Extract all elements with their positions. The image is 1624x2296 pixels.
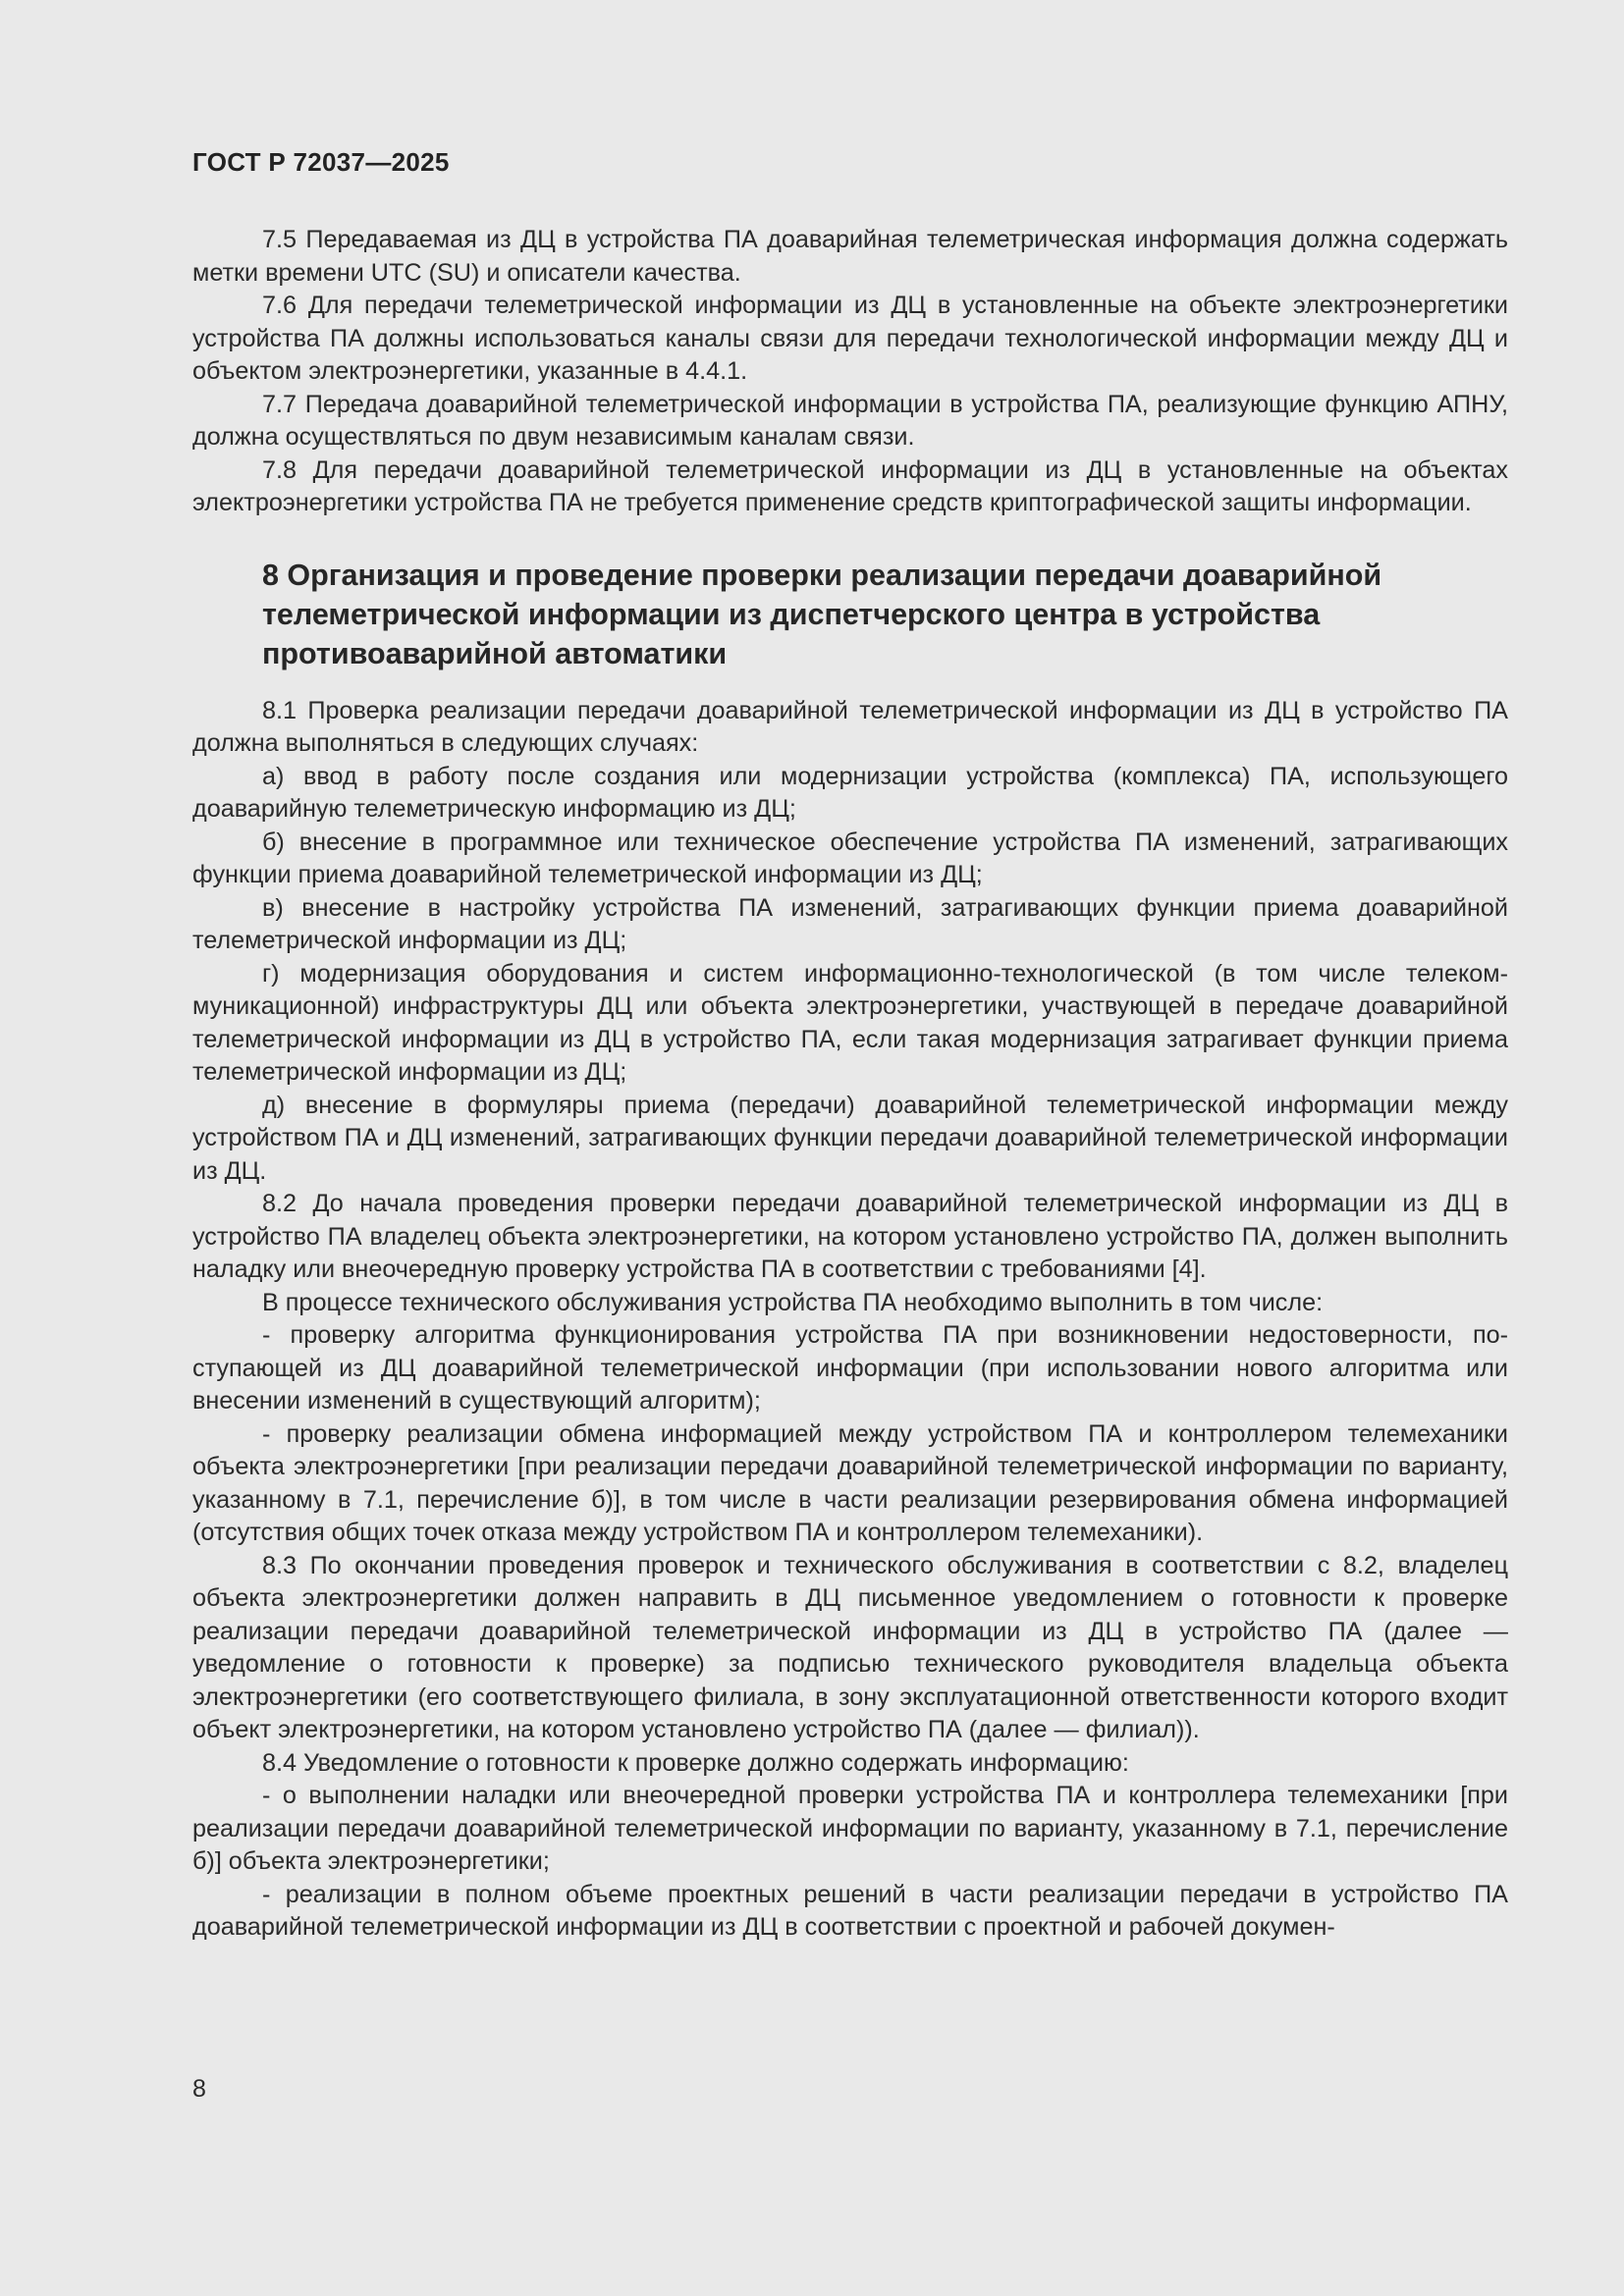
dash-item-algorithm-check: - проверку алгоритма функционирования устройства ПА при возникновении недостоверности, поступающей из ДЦ доаварийной телеметрической информации (при использовании нового алгоритма или внесении изменений в существующий алгоритм); (192, 1321, 1508, 1415)
dash-item-project-info: - реализации в полном объеме проектных решений в части реализации передачи в устройство ПА доаварийной телеметрической информации из ДЦ в соответствии с проектной и рабочей докумен- (192, 1880, 1508, 1941)
list-item-b: б) внесение в программное или техническое обеспечение устройства ПА изменений, затрагивающих функции приема доаварийной телеметрической информации из ДЦ; (192, 828, 1508, 888)
paragraph-maintenance-intro: В процессе технического обслуживания устройства ПА необходимо выполнить в том числе: (262, 1288, 1324, 1316)
paragraph-8-3: 8.3 По окончании проведения проверок и технического обслуживания в соответствии с 8.2, владелец объекта электроэнергетики должен направить в ДЦ письменное уведомлением о готовности к проверке реализации передачи доаварийной телеметрической информации из ДЦ в устройство ПА (далее — уведомление о готовности к проверке) за подписью технического руководителя владельца объекта электроэнергетики (его соответствующего филиала, в зону эксплуатационной ответственности которого входит объект электроэнергетики, на котором установлено устройство ПА (далее — филиал)). (192, 1551, 1508, 1743)
section-8-heading: 8 Организация и проведение проверки реализации передачи доаварийной телеметрической информации из диспетчерского центра в устройства противоаварийной автоматики (262, 558, 1382, 670)
dash-item-exchange-check: - проверку реализации обмена информацией между устройством ПА и контроллером телемеханики объекта электроэнергетики [при реализации передачи доаварийной телеметрической информации по варианту, указанному в 7.1, перечисление б)], в том числе в части реализации резервирования обмена информацией (отсутствия общих точек отказа между устройством ПА и контроллером телемеханики). (192, 1419, 1508, 1546)
list-item-d: д) внесение в формуляры приема (передачи) доаварийной телеметрической информации между устройством ПА и ДЦ изменений, затрагивающих функции передачи доаварийной телеметрической информации из ДЦ. (192, 1091, 1508, 1185)
page-number: 8 (192, 2075, 206, 2103)
document-body (192, 224, 1508, 1945)
document-code-header: ГОСТ Р 72037—2025 (192, 147, 450, 177)
paragraph-7-8: 7.8 Для передачи доаварийной телеметрической информации из ДЦ в установленные на объектах электроэнергетики устройства ПА не требуется применение средств криптографической защиты информации. (192, 455, 1508, 516)
list-item-g: г) модернизация оборудования и систем информационно-технологической (в том числе телекоммуникационной) инфраструктуры ДЦ или объекта электроэнергетики, участвующей в передаче доаварийной телеметрической информации из ДЦ в устройство ПА, если такая модернизация затрагивает функции приема телеметрической информации из ДЦ; (192, 959, 1508, 1086)
paragraph-7-6: 7.6 Для передачи телеметрической информации из ДЦ в установленные на объекте электроэнергетики устройства ПА должны использоваться каналы связи для передачи технологической информации между ДЦ и объектом электроэнергетики, указанные в 4.4.1. (192, 292, 1508, 385)
paragraph-8-2: 8.2 До начала проведения проверки передачи доаварийной телеметрической информации из ДЦ в устройство ПА владелец объекта электроэнергетики, на котором установлено устройство ПА, должен выполнить наладку или внеочередную проверку устройства ПА в соответствии с требованиями [4]. (192, 1190, 1508, 1283)
paragraph-8-1: 8.1 Проверка реализации передачи доаварийной телеметрической информации из ДЦ в устройство ПА должна выполняться в следующих случаях: (192, 696, 1508, 757)
dash-item-setup-info: - о выполнении наладки или внеочередной проверки устройства ПА и контроллера телемеханики [при реализации передачи доаварийной телеметрической информации по варианту, указанному в 7.1, перечисление б)] объекта электроэнергетики; (192, 1782, 1508, 1875)
paragraph-8-4: 8.4 Уведомление о готовности к проверке должно содержать информацию: (262, 1748, 1129, 1777)
paragraph-7-7: 7.7 Передача доаварийной телеметрической информации в устройства ПА, реализующие функцию АПНУ, должна осуществляться по двум независимым каналам связи. (192, 390, 1508, 451)
list-item-a: а) ввод в работу после создания или модернизации устройства (комплекса) ПА, использующего доаварийную телеметрическую информацию из ДЦ; (192, 762, 1508, 823)
list-item-v: в) внесение в настройку устройства ПА изменений, затрагивающих функции приема доаварийной телеметрической информации из ДЦ; (192, 893, 1508, 954)
paragraph-7-5: 7.5 Передаваемая из ДЦ в устройства ПА доаварийная телеметрическая информация должна содержать метки времени UTC (SU) и описатели качества. (192, 226, 1508, 287)
